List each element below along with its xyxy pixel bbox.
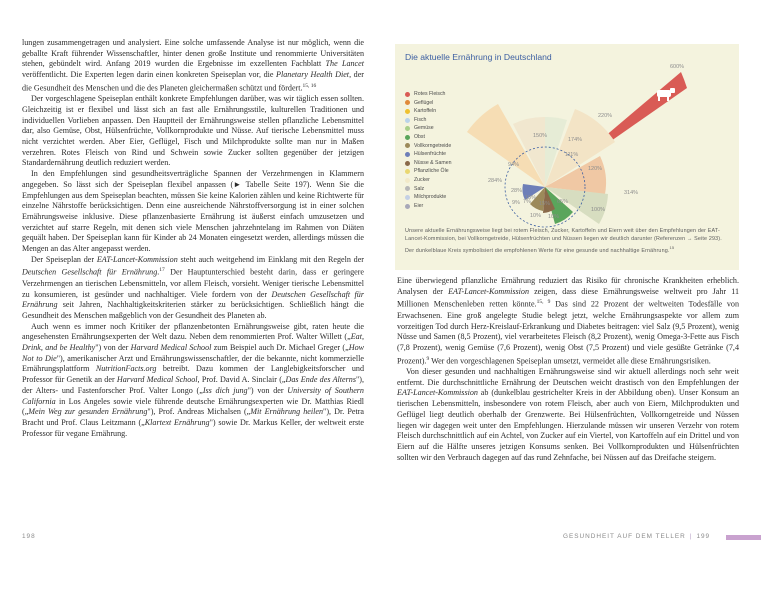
legend-swatch-icon	[405, 178, 410, 183]
footnote-ref: 17	[159, 267, 165, 274]
text-run: EAT-Lancet-Kommission	[96, 254, 178, 264]
legend-label: Gemüse	[414, 125, 434, 132]
text-run: zum Beispiel auch Dr. Michael Greger („	[211, 343, 349, 353]
text-run: Eine überwiegend pflanzliche Ernährung reduziert das Risiko für chronische Krankheiten erheblich. Analysen der	[397, 276, 739, 296]
legend-swatch-icon	[405, 92, 410, 97]
text-run: Iss dich jung	[202, 385, 248, 395]
label-nuesse-pct: 28%	[511, 188, 523, 194]
text-run: ab (dunkelblau gestrichelter Kreis in der Abbildung oben). Unser Konsum an tierischen Lebensmitteln, insbesondere von rotem Fleisch, aber auch von Eiern, Milchprodukten und Geflügel liegt deutlich oberhalb der Grenzwerte. Bei Hülsenfrüchten, Vollkorngetreide und Nüssen liegen wir dagegen weit unter den Empfehlungen. Hierzulande müssen wir unseren Verzehr von rotem Fleisch durchschnittlich auf ein Achtel, von Zucker auf ein Viertel, von Kartoffeln auf ein Drittel und von Eiern auf die Hälfte unseres jetzigen Konsums senken. Bei Vollkornprodukten und Hülsenfrüchten sollten wir den Verbrauch dagegen auf das rund Zehnfache, bei Nüssen auf das Dreifache steigern.	[397, 388, 739, 462]
legend-swatch-icon	[405, 126, 410, 131]
text-run: "), der Alters- und Fastenforscher Prof. Valter Longo („	[22, 375, 364, 395]
footer-accent-bar	[726, 535, 761, 540]
text-run: ") von der	[95, 343, 131, 353]
legend-label: Kartoffeln	[414, 108, 437, 115]
legend-label: Vollkorngetreide	[414, 142, 452, 149]
legend-item	[405, 124, 451, 133]
text-run: Auch wenn es immer noch Kritiker der pflanzenbetonten Ernährungsweise gibt, raten heute die angesehensten Ernährungsexperten der Welt dazu. Neben dem renommierten Prof. Walter Willett („	[22, 321, 364, 342]
label-milch: 314%	[624, 190, 639, 196]
legend-item	[405, 150, 451, 159]
label-salz: 100%	[591, 207, 606, 213]
text-run: Der Hauptunterschied besteht darin, dass er geringere Verzehrmengen an tierischen Lebensmitteln, vor allem Fleisch, vorsieht. Weniger tierische Lebensmittel zu konsumieren, ist gesünder und nachhaltiger. Viele fordern von der	[22, 268, 364, 299]
left-column-paragraph	[22, 255, 364, 322]
text-run: in Los Angeles sowie viele führende deutsche Ernährungsexperten wie Dr. Matthias Riedl („	[22, 396, 364, 417]
text-run: Mit Ernährung heilen	[250, 407, 324, 417]
left-column-paragraph	[22, 38, 364, 94]
legend-item	[405, 116, 451, 125]
legend-swatch-icon	[405, 161, 410, 166]
text-run: How Not to Die	[22, 343, 365, 363]
label-vollkorn: 10%	[530, 213, 542, 219]
legend-swatch-icon	[405, 195, 410, 200]
label-obst: 10%	[548, 214, 560, 220]
legend-label: Zucker	[414, 176, 430, 183]
right-column-paragraph	[397, 367, 739, 463]
label-kartoffeln: 284%	[488, 178, 503, 184]
legend-item	[405, 107, 451, 116]
text-run: ") sowie Dr. Markus Keller, der weltweit erste Professor für vegane Ernährung.	[22, 417, 364, 438]
text-run: betreibt. Dazu kommen der Langlebigkeitsforscher und Professor für Genetik an der	[22, 364, 365, 385]
text-run: Wer den vorgeschlagenen Speiseplan umsetzt, vermeidet alle diese Ernährungsrisiken.	[429, 356, 711, 366]
text-run: .	[157, 268, 160, 278]
text-run: Harvard Medical School	[116, 375, 198, 385]
label-fisch: 111%	[565, 152, 579, 158]
text-run: zeigen, dass diese Ernährungsweise weltweit pro Jahr 11 Millionen Menschenleben retten könnte.	[397, 286, 740, 310]
text-run: seit Jahren, Nachhaltigkeitskriterien stärker zu berücksichtigen. Schließlich hängt die Gesundheit des Menschen maßgeblich von der Gesundheit des Planeten ab.	[22, 300, 364, 320]
text-run: EAT-Lancet-Kommission	[448, 286, 529, 296]
text-run: "), amerikanischer Arzt und Ernährungswissenschaftler, der die bekannte, nicht kommerzielle Ernährungsplattform	[22, 353, 364, 374]
text-run: Das Ende des Alterns	[285, 375, 356, 385]
legend-item	[405, 159, 451, 168]
text-run: NutritionFacts.org	[95, 364, 157, 374]
legend-swatch-icon	[405, 186, 410, 191]
legend-swatch-icon	[405, 135, 410, 140]
text-run: Planetary Health Diet	[276, 70, 350, 80]
text-run: , Prof. David A. Sinclair („	[197, 375, 286, 385]
text-run: , der die Gesundheit des Menschen und die des Planeten gleichermaßen schützt und fördert.	[22, 70, 364, 93]
legend-swatch-icon	[405, 169, 410, 174]
label-zucker-pct: 220%	[598, 113, 613, 119]
figure-caption-ref: 15	[669, 244, 675, 250]
legend-swatch-icon	[405, 152, 410, 157]
running-footer-right	[563, 533, 710, 540]
legend-label: Geflügel	[414, 99, 434, 106]
left-text-column	[22, 38, 364, 439]
legend-swatch-icon	[405, 109, 410, 114]
legend-item	[405, 202, 451, 211]
text-run: veröffentlicht. Die Experten legen darin einen konkreten Speiseplan vor, die	[22, 70, 277, 80]
label-huelsen: 9%	[512, 200, 520, 206]
text-run: Deutschen Gesellschaft für Ernährung	[22, 289, 364, 310]
text-run: Harvard Medical School	[130, 343, 212, 353]
legend-label: Milchprodukte	[414, 194, 447, 201]
text-run: Der vorgeschlagene Speiseplan enthält konkrete Empfehlungen darüber, was wir täglich essen sollten. Gleichzeitig ist er flexibel und lässt sich an fast alle Ernährungsstile, kulturellen Traditionen und individuellen Vorlieben anpassen. Den Hauptteil der Ernährungsweise stellen pflanzliche Lebensmittel dar, also Gemüse, Obst, Hülsenfrüchte, Vollkornprodukte und Nüsse. Auf tierische Lebensmittel muss nicht verzichtet werden. Aber Eier, Geflügel, Fisch und Milchprodukte sollte man nur in Maßen verzehren. Rotes Fleisch von Rind und Schwein sowie Zucker sollten gegenüber der jetzigen Standardernährung deutlich reduziert werden.	[22, 94, 364, 168]
text-run: Mein Weg zur gesunden Ernährung	[28, 407, 148, 417]
legend-label: Fisch	[414, 116, 427, 123]
text-run: Klartext Ernährung	[144, 417, 210, 427]
legend-label: Nüsse & Samen	[414, 159, 452, 166]
legend-label: Eier	[414, 202, 424, 209]
footer-separator: |	[689, 533, 693, 540]
legend-item	[405, 193, 451, 202]
legend-item	[405, 99, 451, 108]
text-run: Deutschen Gesellschaft für Ernährung	[22, 268, 158, 278]
label-nuss2: 15%	[525, 195, 537, 201]
page-number-left: 198	[22, 533, 36, 540]
text-run: ") von der	[247, 385, 288, 395]
left-column-paragraph	[22, 94, 364, 169]
legend-label: Obst	[414, 133, 425, 140]
text-run: The Lancet	[325, 59, 364, 69]
legend-label: Pflanzliche Öle	[414, 168, 449, 175]
figure-title: Die aktuelle Ernährung in Deutschland	[405, 52, 552, 62]
right-text-column	[397, 276, 739, 463]
text-run: Der Speiseplan der	[31, 254, 97, 264]
legend-item	[405, 90, 451, 99]
right-column-paragraph	[397, 276, 739, 367]
text-run: Das sind 22 Prozent der weltweiten Todesfälle von Erwachsenen. Eine groß angelegte Studie belegt jetzt, welche Ernährungsaspekte vor allem zum vorzeitigen Tod durch Herz-Kreislauf-Erkrankung und Diabetes beitragen: viel Salz (9,5 Prozent), wenig Nüsse und Samen (8,5 Prozent), viel verarbeitetes Fleisch (8,2 Prozent), wenig Omega-3-Fette aus Fisch (7,8 Prozent), wenig Gemüse (7,6 Prozent), wenig Obst (7,5 Prozent) und viele gesüßte Getränke (7,4 Prozent).	[397, 300, 740, 366]
running-title: GESUNDHEIT AUF DEM TELLER	[563, 533, 686, 540]
legend-item	[405, 133, 451, 142]
left-column-paragraph	[22, 322, 364, 440]
legend-item	[405, 142, 451, 151]
label-gemuese2: 65%	[557, 199, 569, 205]
label-gemuese: 150%	[533, 133, 548, 139]
label-rotes-fleisch: 600%	[670, 64, 685, 70]
page-number-right: 199	[696, 533, 711, 540]
text-run: "), Prof. Andreas Michalsen („	[147, 407, 251, 417]
footnote-ref: 9	[426, 355, 430, 362]
text-run: "), Dr. Petra Bracht und Prof. Claus Leitzmann („	[22, 407, 364, 427]
legend-item	[405, 176, 451, 185]
label-oele: 94%	[508, 162, 520, 168]
legend-swatch-icon	[405, 143, 410, 148]
legend-label: Hülsenfrüchte	[414, 151, 447, 158]
label-eier: 120%	[588, 166, 603, 172]
figure-caption	[405, 227, 725, 255]
legend-swatch-icon	[405, 204, 410, 209]
figure-legend	[405, 90, 451, 210]
text-run: University of Southern California	[22, 385, 364, 406]
text-run: Eat, Drink, and be Healthy	[22, 332, 364, 353]
legend-item	[405, 167, 451, 176]
legend-swatch-icon	[405, 100, 410, 105]
left-column-paragraph	[22, 169, 364, 255]
text-run: EAT-Lancet-Kommission	[397, 388, 478, 398]
legend-item	[405, 185, 451, 194]
text-run: lungen zusammengetragen und analysiert. Eine solche umfassende Analyse ist nur möglich, wenn die geballte Kraft führender Wissenschaftler, hinter denen große Institute und renommierte Universitäten stehen, gebündelt wird. Anfang 2019 wurden die Ergebnisse im exzellenten Fachblatt	[22, 38, 364, 69]
legend-swatch-icon	[405, 118, 410, 123]
legend-label: Salz	[414, 185, 425, 192]
diet-chart-figure	[395, 44, 739, 270]
label-samen: 7%	[523, 199, 531, 205]
footnote-ref: 15, 16	[302, 82, 317, 89]
text-run: Von dieser gesunden und nachhaltigen Ernährungsweise sind wir aktuell allerdings noch sehr weit entfernt. Die durchschnittliche Ernährung der Deutschen weicht drastisch von den Empfehlungen der	[397, 367, 739, 387]
figure-caption-text: Unsere aktuelle Ernährungsweise liegt bei rotem Fleisch, Zucker, Kartoffeln und Eiern weit über den Empfehlungen der EAT-Lancet-Kommission, bei Vollkorngetreide, Hülsenfrüchten und Nüssen liegen wir deutlich darunter (Referenzen → Seite 293). Der dunkelblaue Kreis symbolisiert die empfohlenen Werte für eine gesunde und nachhaltige Ernährung.	[405, 228, 722, 254]
text-run: steht auch weitgehend im Einklang mit den Regeln der	[177, 254, 364, 264]
label-gefluegel: 174%	[568, 137, 583, 143]
legend-label: Rotes Fleisch	[414, 91, 446, 97]
text-run: In den Empfehlungen sind gesundheitsverträgliche Spannen der Verzehrmengen in Klammern angegeben. So lässt sich der Speiseplan flexibel anpassen (► Tabelle Seite 197). Wenn Sie die Empfehlungen aus dem Speiseplan beachten, müssen Sie keine Kalorien zählen und keine Richtwerte für einzelne Nährstoffe berücksichtigen. Denn eine ausreichende Nährstoffversorgung ist in einer solchen Ernährungsweise inklusive. Diese pflanzenbasierte Ernährung ist äußerst einfach umzusetzen und verzichtet auf starre Regeln, mit denen sich viele Menschen jahrzehntelang im Rahmen von Diäten gequält haben. Der Speiseplan kann für Kinder ab 24 Monaten eingesetzt werden, allerdings müssen die Mengen an das Alter angepasst werden.	[22, 169, 364, 254]
label-misc: 15%	[539, 201, 551, 207]
footnote-ref: 15, 9	[536, 299, 551, 306]
